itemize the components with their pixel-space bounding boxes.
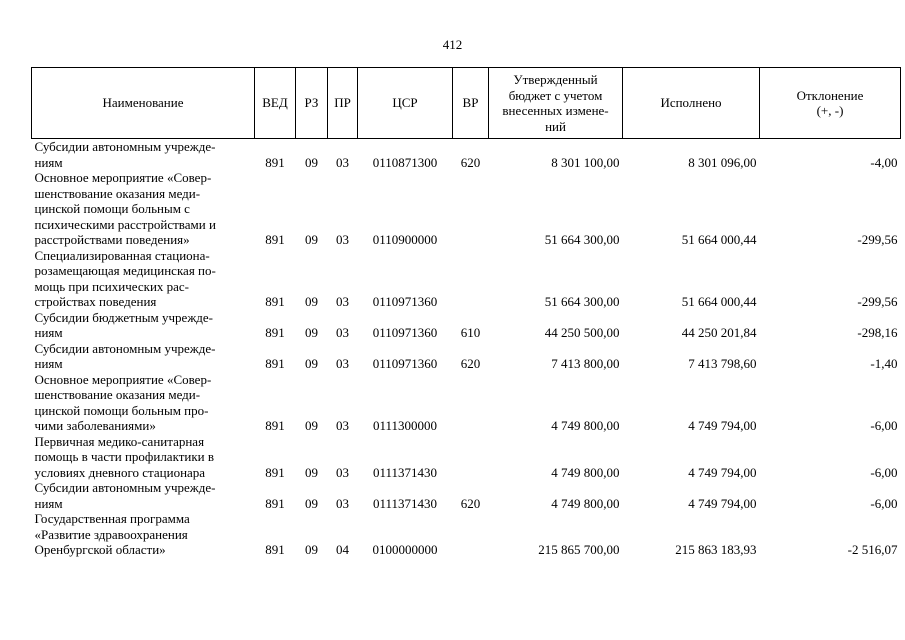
header-approved-line3: внесенных измене- [502, 103, 609, 118]
page-number: 412 [442, 37, 463, 52]
row-csr: 0111300000 [372, 418, 438, 433]
table-header-row [32, 68, 901, 139]
row-csr: 0110971360 [372, 356, 438, 371]
header-deviation [760, 68, 901, 139]
row-name-line: розамещающая медицинская по- [34, 263, 216, 278]
row-name [32, 511, 255, 558]
table-row [32, 139, 901, 171]
row-pr: 03 [336, 232, 349, 247]
row-csr: 0110971360 [372, 294, 438, 309]
row-vr [453, 372, 489, 434]
row-deviation: -1,40 [870, 356, 898, 371]
row-pr: 03 [336, 464, 349, 480]
row-name-line: Субсидии автономным учрежде- [34, 139, 216, 154]
row-vr: 610 [460, 325, 481, 340]
row-vr: 620 [460, 154, 481, 170]
row-ved: 891 [265, 542, 285, 557]
row-executed: 4 749 794,00 [688, 495, 757, 511]
row-ved: 891 [265, 356, 285, 371]
row-rz: 09 [305, 418, 318, 433]
row-name-line: Основное мероприятие «Совер- [34, 371, 212, 387]
row-rz: 09 [305, 294, 318, 309]
row-ved: 891 [265, 232, 285, 247]
row-rz: 09 [305, 232, 318, 247]
row-deviation: -6,00 [870, 495, 898, 511]
header-approved-line2: бюджет с учетом [508, 87, 603, 103]
row-executed: 4 749 794,00 [688, 464, 757, 480]
row-vr: 620 [460, 495, 481, 511]
row-deviation: -299,56 [857, 232, 898, 247]
row-name-line: условиях дневного стационара [34, 464, 206, 480]
row-approved: 4 749 800,00 [551, 418, 620, 433]
row-name [32, 139, 255, 171]
header-deviation-line1: Отклонение [796, 87, 864, 103]
row-name-line: шенствование оказания меди- [34, 185, 201, 201]
row-rz: 09 [305, 542, 318, 557]
row-pr: 03 [336, 294, 349, 309]
row-pr: 03 [336, 325, 349, 340]
row-csr: 0110971360 [372, 325, 438, 340]
row-name-line: чими заболеваниями» [34, 418, 156, 433]
row-rz: 09 [305, 325, 318, 340]
header-pr: ПР [328, 68, 358, 139]
table-row [32, 248, 901, 310]
row-pr: 04 [336, 542, 349, 557]
row-name-line: Первичная медико-санитарная [34, 433, 205, 449]
row-pr: 03 [336, 356, 349, 371]
row-name-line: мощь при психических рас- [34, 278, 190, 294]
row-deviation: -2 516,07 [847, 542, 898, 557]
table-row [32, 170, 901, 248]
row-name-line: Оренбургской области» [34, 542, 166, 557]
row-csr: 0100000000 [372, 542, 438, 557]
header-approved-line4: ний [545, 118, 566, 134]
row-name-line: помощь в части профилактики в [34, 449, 215, 464]
row-name-line: Основное мероприятие «Совер- [34, 170, 212, 185]
row-deviation: -6,00 [870, 418, 898, 433]
header-ved: ВЕД [255, 68, 296, 139]
row-pr: 03 [336, 418, 349, 433]
row-rz: 09 [305, 464, 318, 480]
row-rz: 09 [305, 495, 318, 511]
row-rz: 09 [305, 154, 318, 170]
row-name [32, 310, 255, 341]
row-rz: 09 [305, 356, 318, 371]
header-name: Наименование [32, 68, 255, 139]
row-ved: 891 [265, 325, 285, 340]
row-approved: 8 301 100,00 [551, 154, 620, 170]
header-approved-line1: Утвержденный [513, 72, 598, 87]
row-ved: 891 [265, 418, 285, 433]
row-deviation: -299,56 [857, 294, 898, 309]
row-name [32, 434, 255, 481]
row-name-line: психическими расстройствами и [34, 216, 216, 232]
row-csr: 0110900000 [372, 232, 438, 247]
row-name [32, 480, 255, 511]
row-vr: 620 [460, 356, 481, 371]
header-csr: ЦСР [358, 68, 453, 139]
row-vr [453, 511, 489, 558]
row-deviation: -4,00 [870, 154, 898, 170]
row-name-line: цинской помощи больным с [34, 201, 190, 216]
header-approved [489, 68, 623, 139]
budget-table [31, 67, 901, 558]
row-name-line: цинской помощи больным про- [34, 402, 209, 418]
row-name [32, 341, 255, 372]
row-vr [453, 248, 489, 310]
row-approved: 44 250 500,00 [544, 325, 620, 340]
row-name [32, 170, 255, 248]
row-approved: 4 749 800,00 [551, 464, 620, 480]
row-name-line: Субсидии бюджетным учрежде- [34, 309, 214, 325]
row-pr: 03 [336, 495, 349, 511]
row-name-line: шенствование оказания меди- [34, 387, 201, 402]
row-executed: 51 664 000,44 [681, 294, 757, 309]
row-approved: 4 749 800,00 [551, 495, 620, 511]
row-csr: 0110871300 [372, 154, 438, 170]
row-name-line: Субсидии автономным учрежде- [34, 340, 216, 356]
row-name-line: «Развитие здравоохранения [34, 526, 188, 542]
row-executed: 4 749 794,00 [688, 418, 757, 433]
row-approved: 51 664 300,00 [544, 294, 620, 309]
row-name-line: ниям [34, 325, 63, 340]
row-approved: 51 664 300,00 [544, 232, 620, 247]
row-ved: 891 [265, 294, 285, 309]
table-row [32, 480, 901, 511]
row-executed: 215 863 183,93 [675, 542, 757, 557]
row-csr: 0111371430 [372, 495, 438, 511]
header-rz: РЗ [296, 68, 328, 139]
row-name [32, 372, 255, 434]
row-name-line: стройствах поведения [34, 294, 157, 309]
row-executed: 7 413 798,60 [688, 356, 757, 371]
table-row [32, 310, 901, 341]
row-name-line: Государственная программа [34, 511, 190, 526]
row-name [32, 248, 255, 310]
row-executed: 8 301 096,00 [688, 154, 757, 170]
row-deviation: -298,16 [857, 325, 898, 340]
header-vr: ВР [453, 68, 489, 139]
header-executed: Исполнено [623, 68, 760, 139]
row-deviation: -6,00 [870, 464, 898, 480]
row-vr [453, 434, 489, 481]
table-row [32, 341, 901, 372]
row-name-line: ниям [34, 356, 63, 371]
row-approved: 7 413 800,00 [551, 356, 620, 371]
row-name-line: Субсидии автономным учрежде- [34, 480, 216, 495]
row-approved: 215 865 700,00 [538, 542, 620, 557]
table-row [32, 372, 901, 434]
row-ved: 891 [265, 495, 285, 511]
row-csr: 0111371430 [372, 464, 438, 480]
row-pr: 03 [336, 154, 349, 170]
row-ved: 891 [265, 464, 285, 480]
row-vr [453, 170, 489, 248]
row-name-line: ниям [34, 154, 63, 170]
row-name-line: ниям [34, 495, 63, 511]
row-ved: 891 [265, 154, 285, 170]
row-executed: 44 250 201,84 [681, 325, 757, 340]
row-name-line: Специализированная стациона- [34, 247, 210, 263]
table-row [32, 434, 901, 481]
table-row [32, 511, 901, 558]
table-body [32, 139, 901, 558]
row-executed: 51 664 000,44 [681, 232, 757, 247]
header-deviation-line2: (+, -) [816, 103, 844, 118]
row-name-line: расстройствами поведения» [34, 232, 190, 247]
